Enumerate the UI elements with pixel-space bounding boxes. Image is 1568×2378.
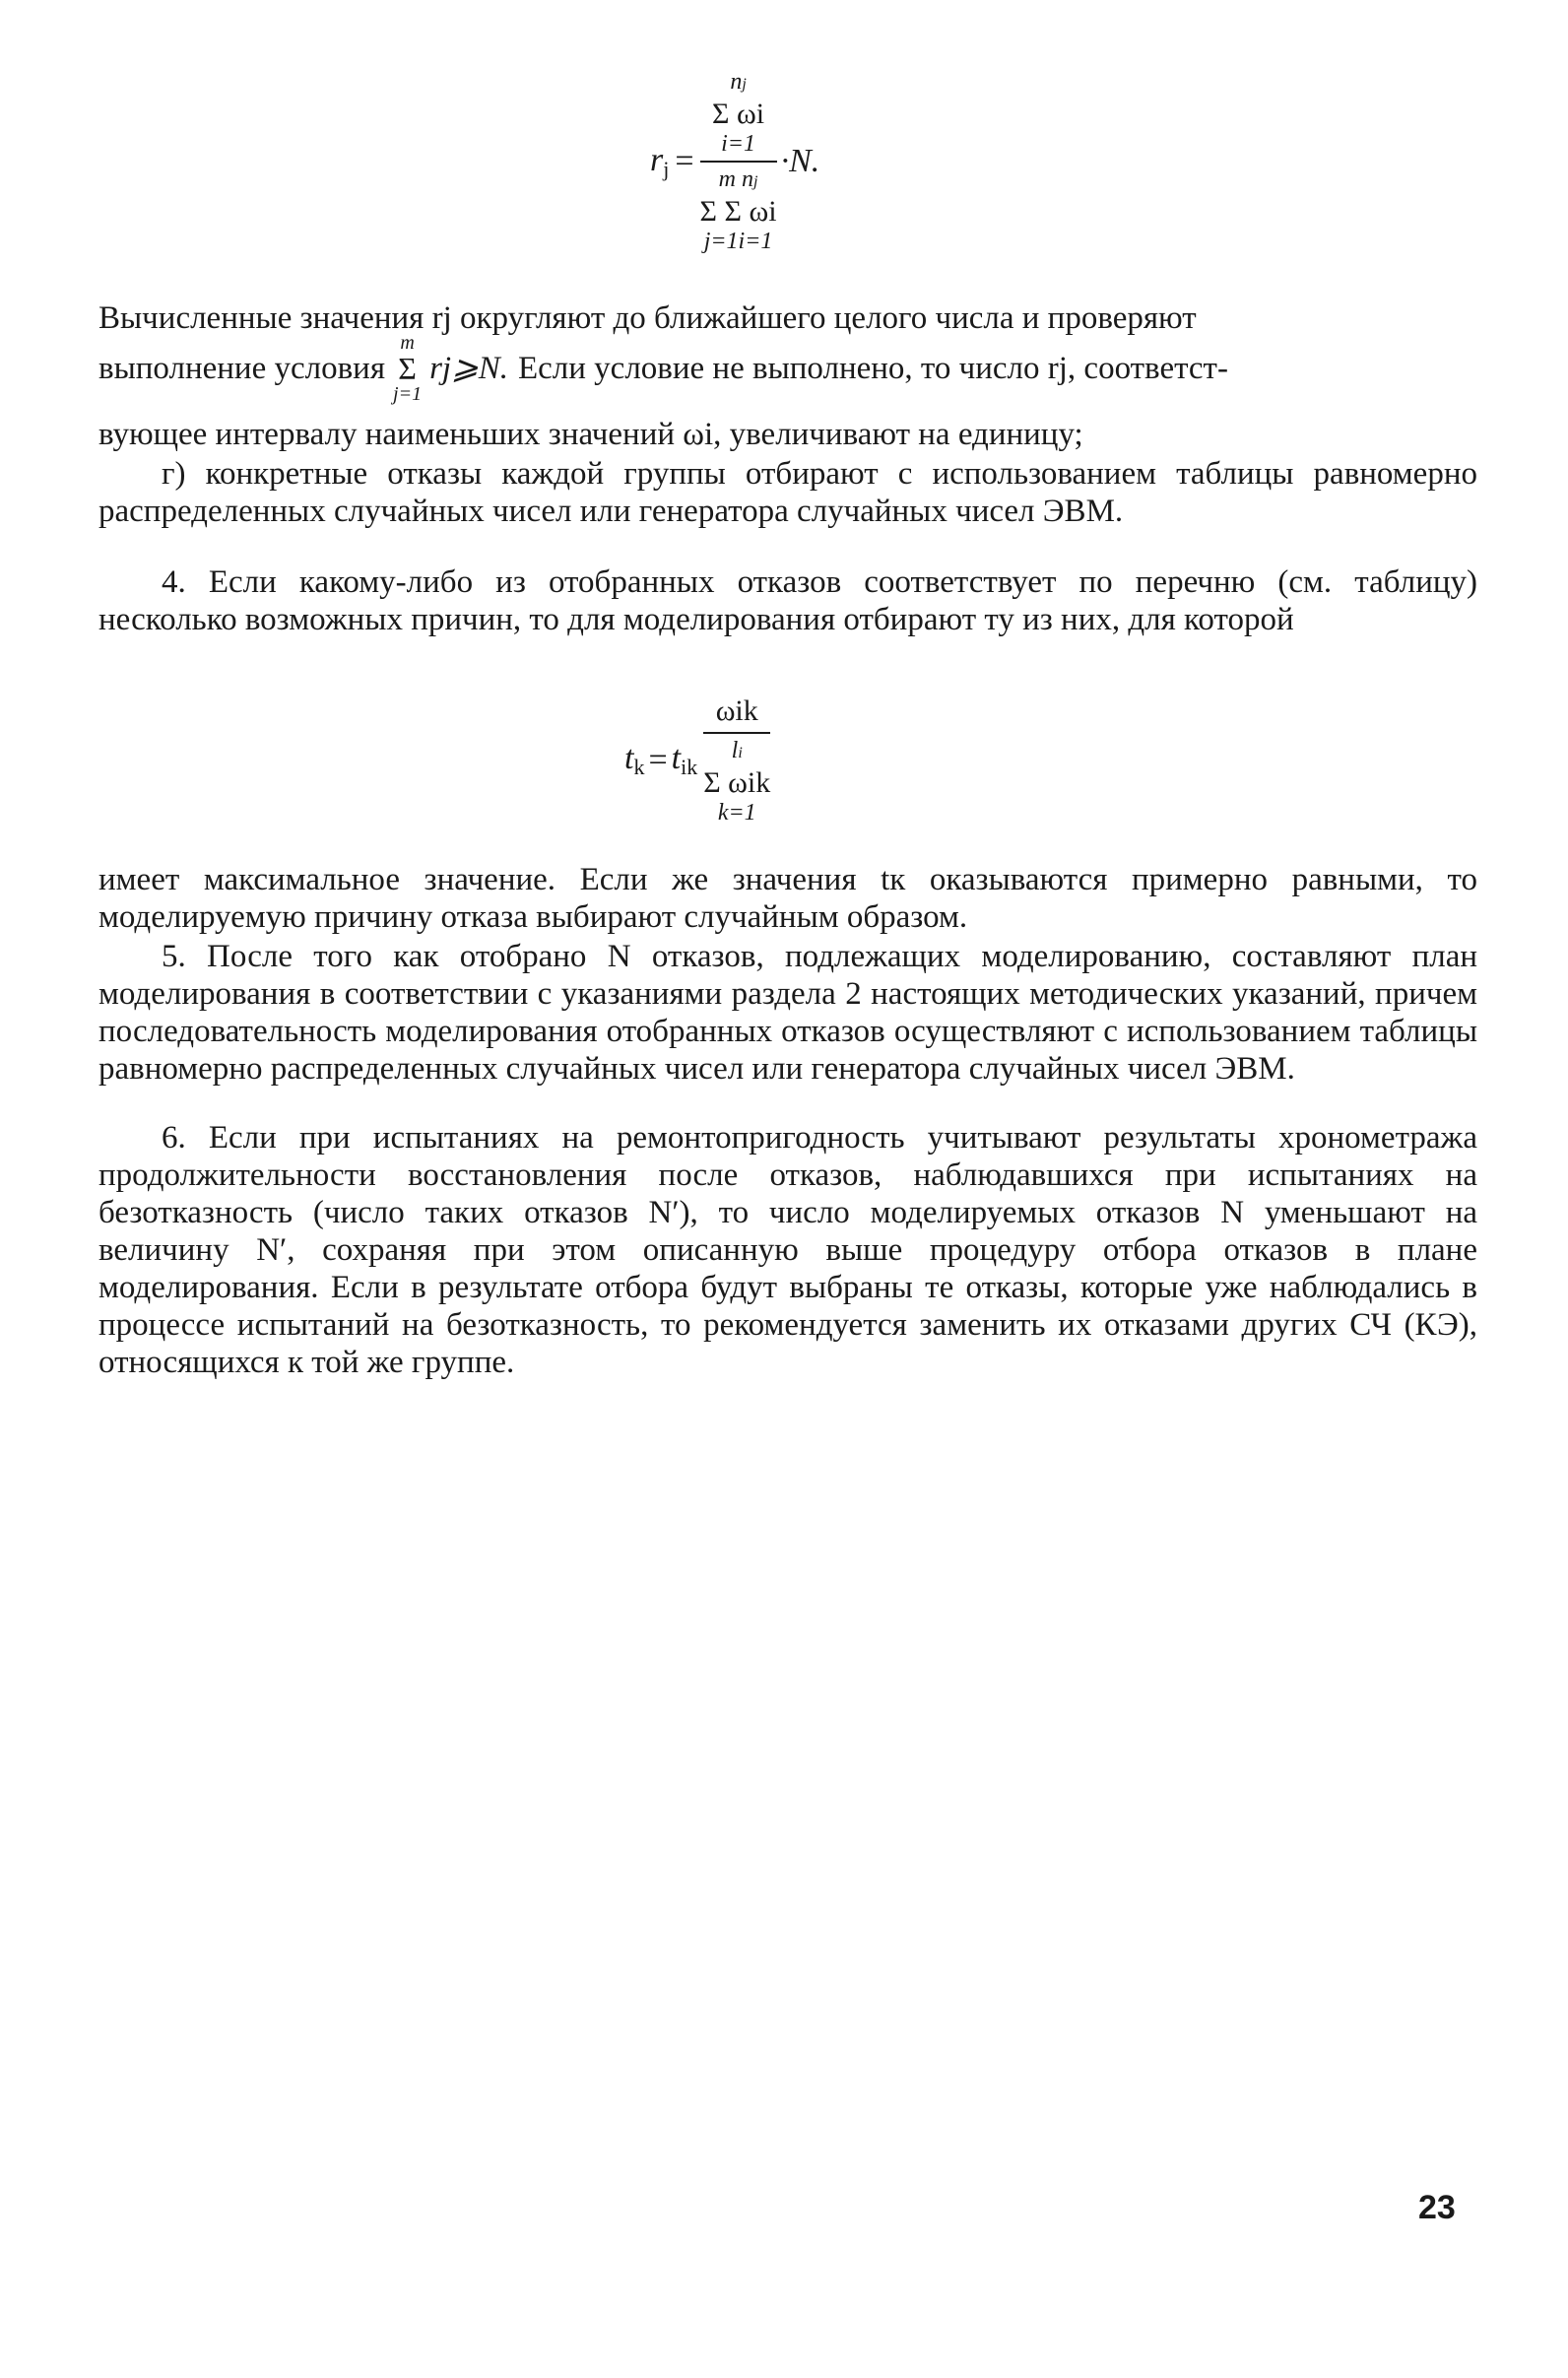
formula-rj-lhs: $r_j$ [650,141,670,181]
paragraph-max-value: имеет максимальное значение. Если же значения tк оказываются примерно равными, то моделируемую причину отказа выбирают случайным образом. [98,862,1477,935]
formula-rj-rhs: ·N. [780,143,820,179]
formula-rj-fraction [700,69,777,254]
paragraph-rounding-line2: выполнение условия m Σ j=1 rj⩾N. Если условие не выполнено, то число rj, соответст- [98,332,1228,405]
formula-tk-coef: $t_{ik}$ [671,740,698,779]
formula-rj-num-main: Σ ωi [712,98,765,130]
formula-tk-lhs: $t_k$ [624,740,645,779]
formula-rj [650,69,819,254]
formula-rj-num-lower: i=1 [721,131,755,157]
fraction-bar [700,161,777,163]
formula-tk-den-main: Σ ωik [703,766,771,799]
formula-rj-den-upper: m nj [718,166,758,192]
paragraph-g: г) конкретные отказы каждой группы отбирают с использованием таблицы равномерно распределенных случайных чисел или генератора случайных чисел ЭВМ. [98,456,1477,529]
formula-tk-den-lower: k=1 [717,800,756,826]
condition-sum: m Σ j=1 [393,332,423,405]
formula-rj-num-upper: nj [730,69,747,95]
paragraph-rounding-line3: вующее интервалу наименьших значений ωi, увеличивают на единицу; [98,417,1083,452]
paragraph-rounding-line1: Вычисленные значения rj округляют до ближайшего целого числа и проверяют [98,300,1197,336]
formula-rj-den-main: Σ Σ ωi [699,195,777,228]
page-number: 23 [1418,2189,1456,2226]
fraction-bar [703,732,770,734]
formula-tk-fraction [703,694,770,826]
formula-rj-eq: = [675,143,694,179]
formula-tk [624,694,770,826]
formula-tk-num: ωik [715,694,758,727]
paragraph-4: 4. Если какому-либо из отобранных отказов соответствует по перечню (см. таблицу) несколько возможных причин, то для моделирования отбирают ту из них, для которой [98,564,1477,637]
paragraph-5: 5. После того как отобрано N отказов, подлежащих моделированию, составляют план моделирования в соответствии с указаниями раздела 2 настоящих методических указаний, причем последовательность моделирования отобранных отказов осуществляют с использованием таблицы равномерно распределенных случайных чисел или генератора случайных чисел ЭВМ. [98,939,1477,1087]
formula-tk-eq: = [648,741,668,778]
paragraph-6: 6. Если при испытаниях на ремонтопригодность учитывают результаты хронометража продолжительности восстановления после отказов, наблюдавшихся при испытаниях на безотказность (число таких отказов N′), то число моделируемых отказов N уменьшают на величину N′, сохраняя при этом описанную выше процедуру отбора отказов в плане моделирования. Если в результате отбора будут выбраны те отказы, которые уже наблюдались в процессе испытаний на безотказность, то рекомендуется заменить их отказами других СЧ (КЭ), относящихся к той же группе. [98,1120,1477,1380]
formula-tk-den-upper: li [731,738,743,763]
formula-rj-den-lower: j=1i=1 [703,229,773,254]
